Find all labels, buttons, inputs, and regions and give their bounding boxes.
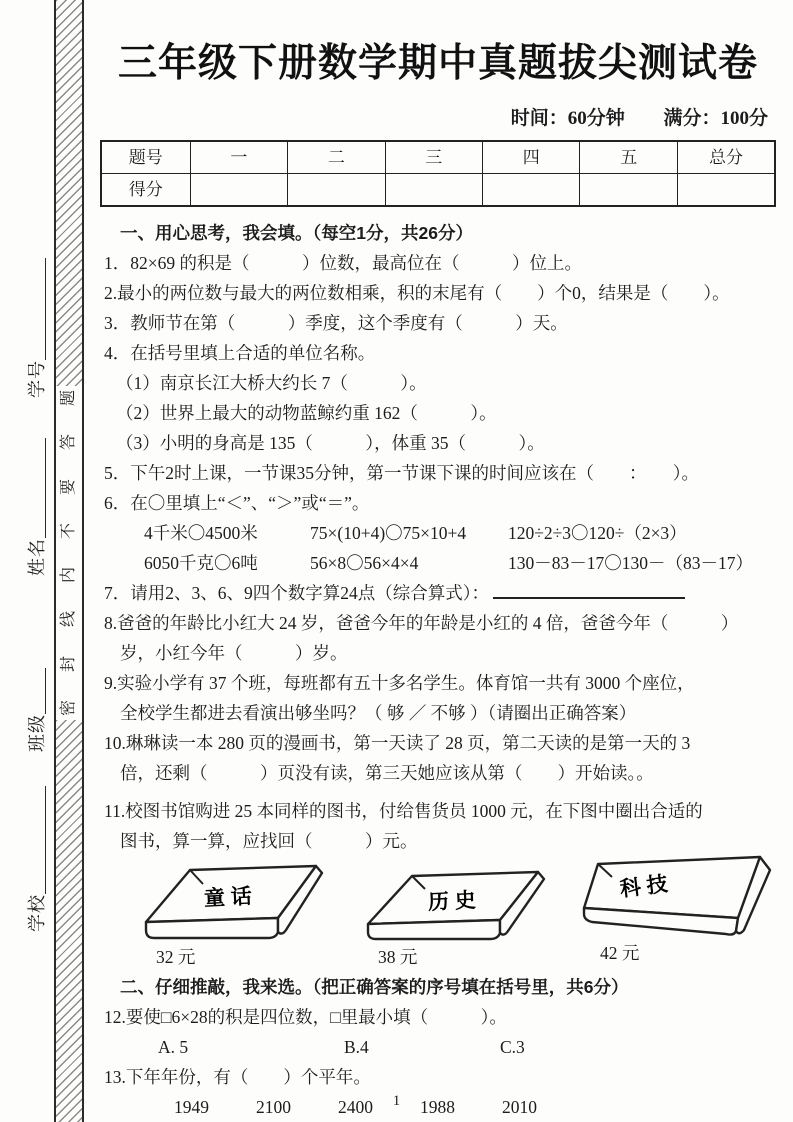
question-10-line-1: 10.琳琳读一本 280 页的漫画书，第一天读了 28 页，第二天读的是第一天的 3 xyxy=(104,733,691,753)
seal-char: 线 xyxy=(59,611,77,628)
score-cell xyxy=(385,174,482,207)
exam-meta xyxy=(100,106,776,132)
field-label-class: 班级 xyxy=(27,714,47,752)
time-limit: 时间：60分钟 xyxy=(510,108,625,129)
book-figure-history xyxy=(360,860,550,968)
score-cell xyxy=(288,174,385,207)
field-line-name xyxy=(26,438,46,538)
score-table-score-row xyxy=(101,174,775,207)
option-c: C.3 xyxy=(500,1037,525,1057)
section-1-heading: 一、用心思考，我会填。（每空1分，共26分） xyxy=(120,223,473,243)
question-2: 2.最小的两位数与最大的两位数相乘，积的末尾有（ ）个0，结果是（ ）。 xyxy=(104,283,730,303)
seal-text xyxy=(56,386,82,720)
year-item: 1988 xyxy=(420,1097,455,1117)
book-illustration xyxy=(138,860,328,946)
option-b: B.4 xyxy=(344,1037,369,1057)
books-row xyxy=(138,860,776,968)
year-item: 2100 xyxy=(256,1097,291,1117)
book-illustration xyxy=(582,850,777,942)
question-4-item-2: （2）世界上最大的动物蓝鲸约重 162（ ）。 xyxy=(116,403,497,423)
seal-char: 内 xyxy=(59,567,77,584)
question-7 xyxy=(100,578,776,608)
question-9-line-1: 9.实验小学有 37 个班，每班都有五十多名学生。体育馆一共有 3000 个座位， xyxy=(104,673,695,693)
seal-fields xyxy=(16,235,56,935)
seal-char: 不 xyxy=(59,522,77,539)
question-8-line-2: 岁，小红今年（ ）岁。 xyxy=(120,643,348,663)
book-figure-science xyxy=(582,850,777,968)
compare-item: 75×(10+4)〇75×10+4 xyxy=(310,523,467,543)
score-table xyxy=(100,140,776,207)
year-item: 1949 xyxy=(174,1097,209,1117)
question-3: 3．教师节在第（ ）季度，这个季度有（ ）天。 xyxy=(104,313,568,333)
question-1: 1．82×69 的积是（ ）位数，最高位在（ ）位上。 xyxy=(104,253,582,273)
seal-hatch-bottom xyxy=(56,720,82,1122)
book-title: 童 话 xyxy=(203,885,253,911)
full-score: 满分：100分 xyxy=(663,108,768,129)
book-illustration xyxy=(360,860,550,946)
year-item: 2010 xyxy=(502,1097,537,1117)
score-row-label: 得分 xyxy=(101,174,190,207)
question-12: 12.要使□6×28的积是四位数，□里最小填（ ）。 xyxy=(104,1007,507,1027)
score-table-header-row xyxy=(101,141,775,174)
score-cell xyxy=(190,174,287,207)
score-header-cell: 五 xyxy=(580,141,677,174)
score-header-cell: 一 xyxy=(190,141,287,174)
score-header-cell: 三 xyxy=(385,141,482,174)
question-11-line-2: 图书，算一算，应找回（ ）元。 xyxy=(120,831,418,851)
question-4-item-3: （3）小明的身高是 135（ ），体重 35（ ）。 xyxy=(116,433,545,453)
exam-content xyxy=(100,0,776,1122)
question-13: 13.下年年份，有（ ）个平年。 xyxy=(104,1067,371,1087)
score-header-cell: 二 xyxy=(288,141,385,174)
seal-line-strip xyxy=(54,0,84,1122)
score-cell xyxy=(677,174,775,207)
compare-item: 120÷2÷3〇120÷（2×3） xyxy=(508,523,687,543)
section-2-heading: 二、仔细推敲，我来选。（把正确答案的序号填在括号里，共6分） xyxy=(120,977,629,997)
question-6: 6．在〇里填上“＜”、“＞”或“＝”。 xyxy=(104,493,370,513)
question-4-item-1: （1）南京长江大桥大约长 7（ ）。 xyxy=(116,373,427,393)
compare-item: 4千米〇4500米 xyxy=(144,523,258,543)
page-number: 1 xyxy=(392,1093,401,1109)
score-cell xyxy=(580,174,677,207)
question-5: 5．下午2时上课，一节课35分钟，第一节课下课的时间应该在（ ： ）。 xyxy=(104,463,699,483)
question-10-line-2: 倍，还剩（ ）页没有读，第三天她应该从第（ ）开始读。。 xyxy=(120,763,654,783)
compare-item: 130－83－17〇130－（83－17） xyxy=(508,553,753,573)
question-11-line-1: 11.校图书馆购进 25 本同样的图书，付给售货员 1000 元，在下图中圈出合适的 xyxy=(104,801,703,821)
book-price: 38 元 xyxy=(378,947,418,967)
year-item: 2400 xyxy=(338,1097,373,1117)
question-7-answer-line xyxy=(493,580,685,600)
score-header-cell: 总分 xyxy=(677,141,775,174)
question-8-line-1: 8.爸爸的年龄比小红大 24 岁，爸爸今年的年龄是小红的 4 倍，爸爸今年（ ） xyxy=(104,613,739,633)
field-label-name: 姓名 xyxy=(27,538,47,576)
question-9-line-2: 全校学生都进去看演出够坐吗？（ 够 ／ 不够 ）（请圈出正确答案） xyxy=(120,703,637,723)
page-title: 三年级下册数学期中真题拔尖测试卷 xyxy=(117,42,758,85)
field-line-school xyxy=(26,786,46,894)
field-label-school: 学校 xyxy=(27,894,47,932)
seal-char: 答 xyxy=(59,434,77,451)
question-7-text: 7．请用2、3、6、9四个数字算24点（综合算式）： xyxy=(104,583,489,603)
book-title: 历 史 xyxy=(427,888,477,915)
field-line-class xyxy=(26,668,46,714)
field-line-student-number xyxy=(26,258,46,360)
seal-hatch-top xyxy=(56,0,82,386)
score-header-cell: 题号 xyxy=(101,141,190,174)
book-figure-fairy-tale xyxy=(138,860,328,968)
book-title: 科 技 xyxy=(618,872,669,902)
seal-char: 封 xyxy=(59,655,77,672)
seal-char: 题 xyxy=(59,389,77,407)
question-6-row-2 xyxy=(100,548,776,578)
seal-char: 要 xyxy=(59,478,77,495)
seal-char: 密 xyxy=(59,699,77,716)
option-a: A. 5 xyxy=(158,1037,189,1057)
compare-item: 6050千克〇6吨 xyxy=(144,553,258,573)
score-header-cell: 四 xyxy=(483,141,580,174)
book-price: 32 元 xyxy=(156,947,196,967)
field-label-student-number: 学号 xyxy=(27,360,47,398)
book-price: 42 元 xyxy=(600,943,640,963)
question-6-row-1 xyxy=(100,518,776,548)
question-4: 4．在括号里填上合适的单位名称。 xyxy=(104,343,376,363)
question-12-options xyxy=(100,1032,776,1062)
score-cell xyxy=(483,174,580,207)
compare-item: 56×8〇56×4×4 xyxy=(310,553,419,573)
